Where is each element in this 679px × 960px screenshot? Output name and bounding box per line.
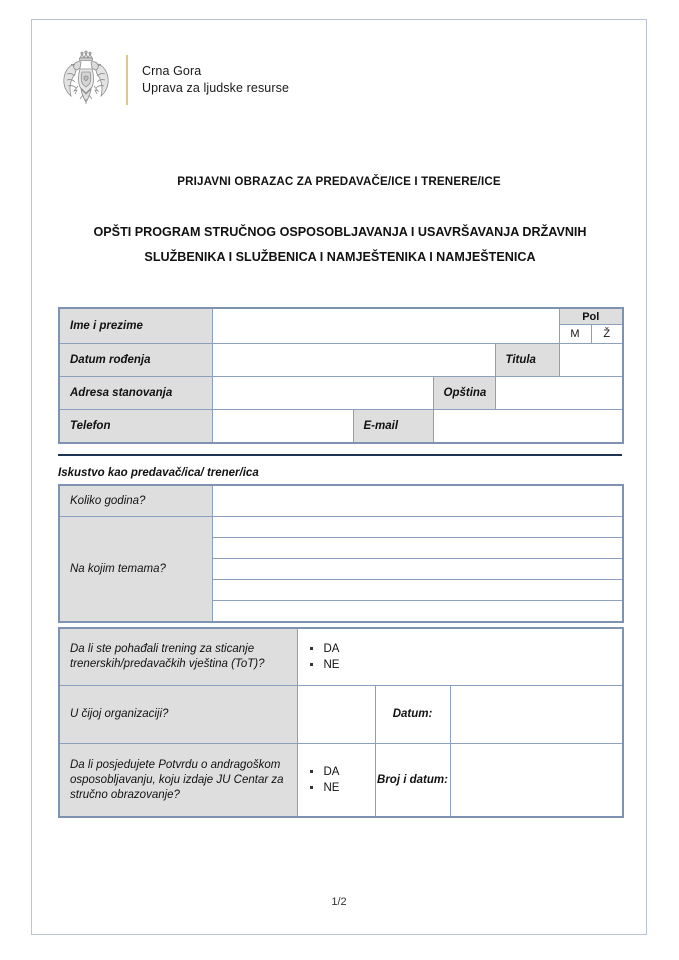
document-subtitle [72, 220, 608, 270]
option-potvrda-da-label: DA [323, 766, 340, 778]
field-tema-4[interactable] [212, 580, 623, 601]
table-row [59, 308, 623, 325]
label-question-organizacija: U čijoj organizaciji? [59, 686, 297, 744]
table-row [59, 744, 623, 818]
label-datum-rodjenja: Datum rođenja [59, 344, 212, 377]
field-organizacija[interactable] [297, 686, 375, 744]
experience-table [58, 484, 622, 623]
letterhead-divider [126, 55, 128, 105]
field-tema-1[interactable] [212, 517, 623, 538]
table-row [59, 517, 623, 538]
label-ime-i-prezime: Ime i prezime [59, 308, 212, 344]
label-email: E-mail [353, 410, 433, 444]
table-row [59, 485, 623, 517]
option-potvrda-da[interactable] [322, 764, 375, 780]
field-koliko-godina[interactable] [212, 485, 623, 517]
letterhead-line-2: Uprava za ljudske resurse [142, 81, 290, 95]
personal-data-table [58, 307, 622, 444]
table-row [59, 628, 623, 686]
option-tot-ne[interactable] [322, 657, 623, 673]
label-opstina: Opština [433, 377, 495, 410]
option-potvrda-ne[interactable] [322, 780, 375, 796]
header-pol: Pol [559, 308, 623, 325]
field-titula[interactable] [559, 344, 623, 377]
header-pol-z: Ž [591, 325, 623, 344]
field-broj-i-datum[interactable] [450, 744, 623, 818]
label-na-kojim-temama: Na kojim temama? [59, 517, 212, 623]
page-number: 1/2 [331, 896, 347, 908]
document-title: PRIJAVNI OBRAZAC ZA PREDAVAČE/ICE I TRENERE/ICE [177, 175, 501, 188]
label-titula: Titula [495, 344, 559, 377]
letterhead-line-1: Crna Gora [142, 64, 202, 78]
label-datum: Datum: [375, 686, 450, 744]
option-tot-ne-label: NE [323, 659, 340, 671]
table-row [59, 377, 623, 410]
document-subtitle-line-2: SLUŽBENIKA I SLUŽBENICA I NAMJEŠTENIKA I NAMJEŠTENICA [144, 250, 536, 264]
experience-section-caption: Iskustvo kao predavač/ica/ trener/ica [58, 467, 259, 479]
field-datum[interactable] [450, 686, 623, 744]
table-row [59, 410, 623, 444]
section-divider [58, 454, 622, 456]
document-page [31, 19, 647, 935]
tot-certificate-table [58, 627, 622, 818]
letterhead [58, 49, 289, 111]
field-telefon[interactable] [212, 410, 353, 444]
label-question-tot: Da li ste pohađali trening za sticanje trenerskih/predavačkih vještina (ToT)? [59, 628, 297, 686]
options-potvrda [297, 744, 375, 818]
option-list-tot [298, 637, 623, 677]
table-row [59, 344, 623, 377]
label-broj-i-datum: Broj i datum: [375, 744, 450, 818]
field-email[interactable] [433, 410, 623, 444]
option-tot-da-label: DA [323, 643, 340, 655]
field-datum-rodjenja[interactable] [212, 344, 495, 377]
label-adresa-stanovanja: Adresa stanovanja [59, 377, 212, 410]
field-tema-3[interactable] [212, 559, 623, 580]
field-ime-i-prezime[interactable] [212, 308, 559, 344]
option-list-potvrda [298, 760, 375, 800]
label-koliko-godina: Koliko godina? [59, 485, 212, 517]
option-tot-da[interactable] [322, 641, 623, 657]
field-tema-2[interactable] [212, 538, 623, 559]
field-adresa-stanovanja[interactable] [212, 377, 433, 410]
header-pol-m: M [559, 325, 591, 344]
letterhead-text [142, 63, 289, 97]
table-row [59, 686, 623, 744]
field-tema-5[interactable] [212, 601, 623, 623]
label-question-potvrda: Da li posjedujete Potvrdu o andragoškom osposobljavanju, koju izdaje JU Centar za stručno obrazovanje? [59, 744, 297, 818]
montenegro-coat-of-arms-icon [58, 49, 114, 111]
label-telefon: Telefon [59, 410, 212, 444]
document-subtitle-line-1: OPŠTI PROGRAM STRUČNOG OSPOSOBLJAVANJA I USAVRŠAVANJA DRŽAVNIH [93, 225, 587, 239]
options-tot [297, 628, 623, 686]
field-opstina[interactable] [495, 377, 623, 410]
option-potvrda-ne-label: NE [323, 782, 340, 794]
